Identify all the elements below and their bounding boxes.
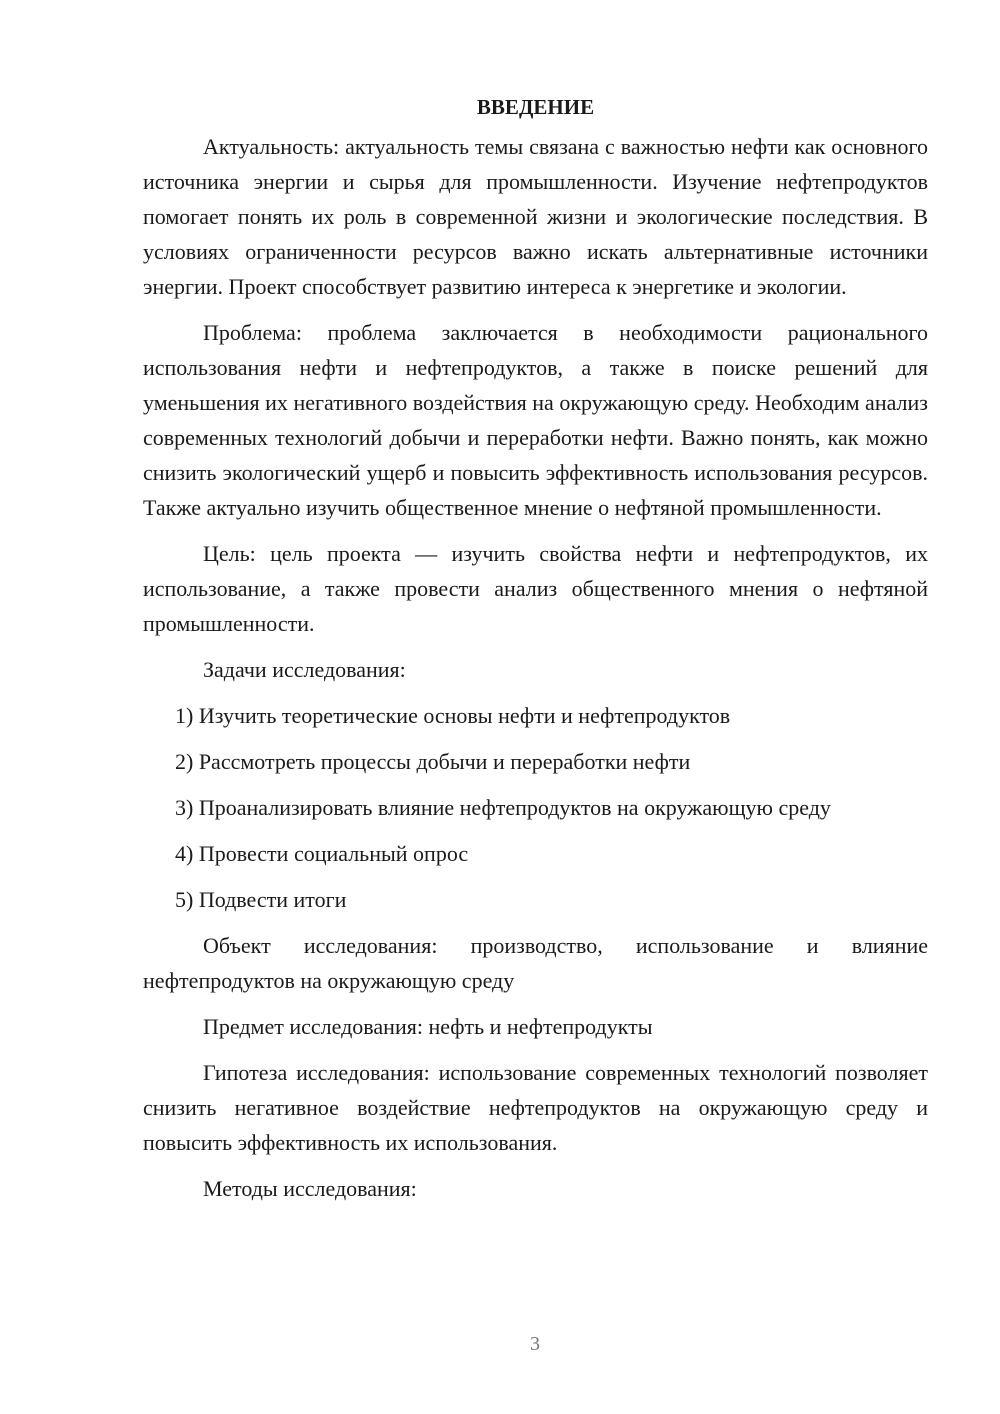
methods-heading: Методы исследования: — [203, 1176, 417, 1201]
subject-paragraph: Предмет исследования: нефть и нефтепродукты — [203, 1014, 653, 1039]
page-number: 3 — [530, 1333, 540, 1355]
document-page — [143, 90, 928, 1217]
task-item: 2) Рассмотреть процессы добычи и переработки нефти — [175, 749, 691, 774]
task-item: 1) Изучить теоретические основы нефти и нефтепродуктов — [175, 703, 731, 728]
tasks-heading: Задачи исследования: — [203, 657, 406, 682]
problem-paragraph: Проблема: проблема заключается в необходимости рационального использования нефти и нефтепродуктов, а также в поиске решений для уменьшения их негативного воздействия на окружающую среду. Необходим анализ современных технологий добычи и переработки нефти. Важно понять, как можно снизить экологический ущерб и повысить эффективность использования ресурсов. Также актуально изучить общественное мнение о нефтяной промышленности. — [143, 320, 928, 520]
tasks-list — [143, 698, 928, 917]
task-item: 3) Проанализировать влияние нефтепродуктов на окружающую среду — [175, 795, 831, 820]
task-item: 4) Провести социальный опрос — [175, 841, 469, 866]
hypothesis-paragraph: Гипотеза исследования: использование современных технологий позволяет снизить негативное воздействие нефтепродуктов на окружающую среду и повысить эффективность их использования. — [143, 1060, 928, 1155]
task-item: 5) Подвести итоги — [175, 887, 347, 912]
relevance-paragraph: Актуальность: актуальность темы связана с важностью нефти как основного источника энергии и сырья для промышленности. Изучение нефтепродуктов помогает понять их роль в современной жизни и экологические последствия. В условиях ограниченности ресурсов важно искать альтернативные источники энергии. Проект способствует развитию интереса к энергетике и экологии. — [143, 134, 928, 299]
goal-paragraph: Цель: цель проекта — изучить свойства нефти и нефтепродуктов, их использование, а также провести анализ общественного мнения о нефтяной промышленности. — [143, 541, 928, 636]
section-title: ВВЕДЕНИЕ — [476, 95, 595, 119]
object-paragraph: Объект исследования: производство, использование и влияние нефтепродуктов на окружающую среду — [143, 933, 928, 993]
